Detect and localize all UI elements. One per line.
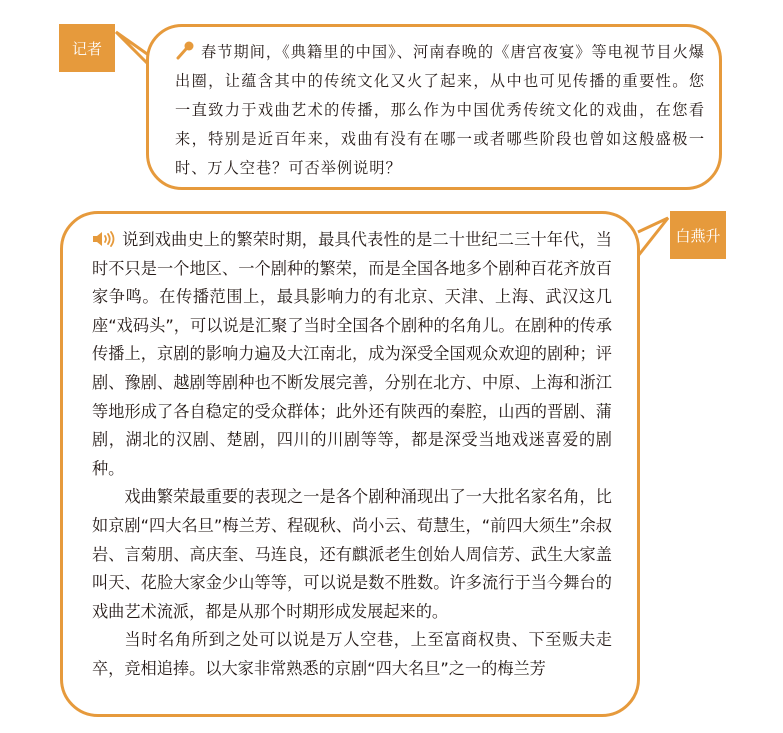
guest-tag: [670, 211, 726, 259]
question-text-block: [175, 38, 705, 183]
answer-text-block: [92, 226, 612, 684]
answer-paragraph-text: 说到戏曲史上的繁荣时期，最具代表性的是二十世纪二三十年代，当时不只是一个地区、一个剧种的繁荣，而是全国各地多个剧种百花齐放百家争鸣。在传播范围上，最具影响力的有北京、天津、上海、武汉这几座“戏码头”，可以说是汇聚了当时全国各个剧种的名角儿。在剧种的传承传播上，京剧的影响力遍及大江南北，成为深受全国观众欢迎的剧种；评剧、豫剧、越剧等剧种也不断发展完善，分别在北方、中原、上海和浙江等地形成了各自稳定的受众群体；此外还有陕西的秦腔，山西的晋剧、蒲剧，湖北的汉剧、楚剧，四川的川剧等等，都是深受当地戏迷喜爱的剧种。: [92, 230, 612, 478]
answer-paragraph: 戏曲繁荣最重要的表现之一是各个剧种涌现出了一大批名家名角，比如京剧“四大名旦”梅兰芳、程砚秋、尚小云、荀慧生，“前四大须生”余叔岩、言菊朋、高庆奎、马连良，还有麒派老生创始人周信芳、武生大家盖叫天、花脸大家金少山等等，可以说是数不胜数。许多流行于当今舞台的戏曲艺术流派，都是从那个时期形成发展起来的。: [92, 487, 612, 621]
guest-tag-label: 白燕升: [675, 226, 721, 245]
reporter-tag-label: 记者: [71, 39, 102, 58]
reporter-tag: [59, 24, 115, 72]
answer-paragraph: 当时名角所到之处可以说是万人空巷，上至富商权贵、下至贩夫走卒，竞相追捧。以大家非常熟悉的京剧“四大名旦”之一的梅兰芳: [92, 630, 612, 678]
question-text: 春节期间，《典籍里的中国》、河南春晚的《唐宫夜宴》等电视节目火爆出圈，让蕴含其中的传统文化又火了起来，从中也可见传播的重要性。您一直致力于戏曲艺术的传播，那么作为中国优秀传统文化的戏曲，在您看来，特别是近百年来，戏曲有没有在哪一或者哪些阶段也曾如这般盛极一时、万人空巷？可否举例说明？: [175, 43, 705, 177]
speaker-icon: [92, 231, 116, 247]
answer-paragraph: [92, 226, 612, 483]
microphone-icon: [175, 40, 195, 60]
